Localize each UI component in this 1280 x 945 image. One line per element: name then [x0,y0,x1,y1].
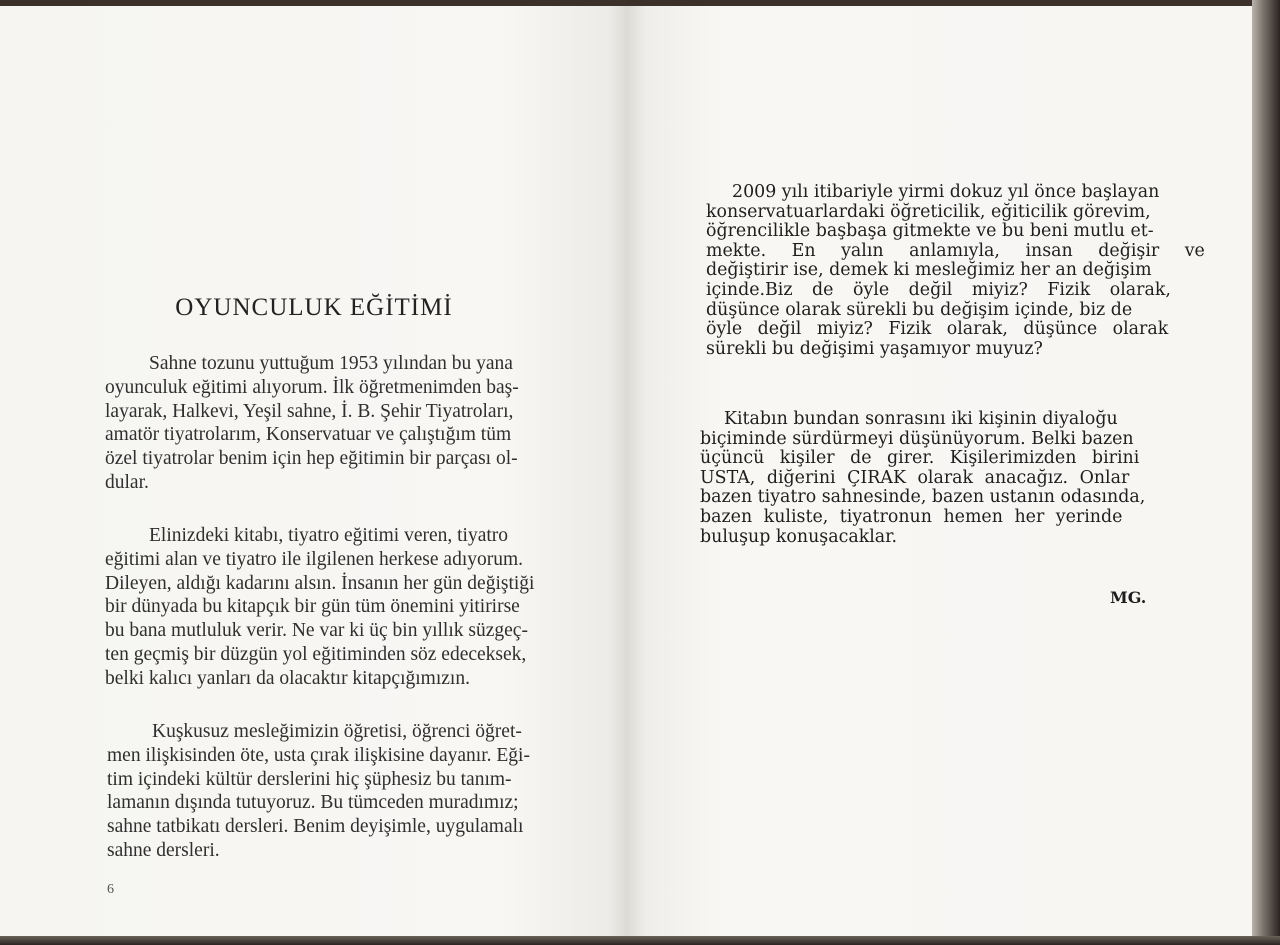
text-line: layarak, Halkevi, Yeşil sahne, İ. B. Şehir Tiyatroları, [105,400,514,422]
text-line: biçiminde sürdürmeyi düşünüyorum. Belki bazen [700,428,1134,449]
left-paragraph-2 [105,524,582,691]
text-line: ten geçmiş bir düzgün yol eğitiminden söz edeceksek, [105,643,527,665]
text-line: tim içindeki kültür derslerini hiç şüphesiz bu tanım- [107,768,512,790]
text-line: belki kalıcı yanları da olacaktır kitapçığımızın. [105,667,470,689]
book-edge-right [1252,0,1280,945]
text-line: içinde.Biz de öyle değil miyiz? Fizik olarak, [706,279,1171,300]
book-edge-bottom [0,936,1280,945]
text-line: konservatuarlardaki öğreticilik, eğiticilik görevim, [706,201,1151,222]
text-line: 2009 yılı itibariyle yirmi dokuz yıl önce başlayan [732,182,1160,202]
text-line: Kuşkusuz mesleğimizin öğretisi, öğrenci öğret- [152,721,522,742]
page-number: 6 [107,882,114,897]
text-line: değiştirir ise, demek ki mesleğimiz her an değişim [706,260,1152,281]
text-line: bu bana mutluluk verir. Ne var ki üç bin yıllık süzgeç- [105,620,528,642]
text-line: lamanın dışında tutuyoruz. Bu tümceden muradımız; [107,792,519,814]
text-line: USTA, diğerini ÇIRAK olarak anacağız. Onlar [700,467,1130,488]
text-line: Elinizdeki kitabı, tiyatro eğitimi veren, tiyatro [149,525,509,546]
right-page [628,6,1252,936]
text-line: bazen kuliste, tiyatronun hemen her yerinde [700,506,1123,527]
text-line: eğitimi alan ve tiyatro ile ilgilenen herkese adıyorum. [105,548,524,570]
right-paragraph-1 [706,182,1205,359]
text-line: sahne tatbikatı dersleri. Benim deyişimle, uygulamalı [107,816,524,838]
text-line: dular. [105,471,149,493]
text-line: düşünce olarak sürekli bu değişim içinde, biz de [706,299,1133,320]
text-line: öyle değil miyiz? Fizik olarak, düşünce olarak [706,319,1169,340]
text-line: özel tiyatrolar benim için hep eğitimin bir parçası ol- [105,448,518,470]
text-line: öğrencilikle başbaşa gitmekte ve bu beni mutlu et- [706,221,1154,242]
text-line: Sahne tozunu yuttuğum 1953 yılından bu yana [149,353,513,374]
text-line: bir dünyada bu kitapçık bir gün tüm önemini yitirirse [105,596,520,618]
text-line: sahne dersleri. [107,839,220,861]
right-paragraph-2 [700,410,1164,547]
text-line: amatör tiyatrolarım, Konservatuar ve çalıştığım tüm [105,424,512,446]
signature: MG. [1110,588,1147,607]
text-line: bazen tiyatro sahnesinde, bazen ustanın odasında, [700,487,1146,508]
text-line: sürekli bu değişimi yaşamıyor muyuz? [706,338,1043,359]
left-paragraph-3 [107,720,584,863]
text-line: men ilişkisinden öte, usta çırak ilişkisine dayanır. Eği- [107,744,530,766]
text-line: üçüncü kişiler de girer. Kişilerimizden birini [700,448,1140,469]
text-line: Dileyen, aldığı kadarını alsın. İnsanın her gün değiştiği [105,572,535,594]
chapter-title: OYUNCULUK EĞİTİMİ [175,294,453,321]
left-paragraph-1 [105,352,582,495]
text-line: mekte. En yalın anlamıyla, insan değişir ve [706,240,1205,261]
text-line: buluşup konuşacaklar. [700,526,898,547]
text-line: oyunculuk eğitimi alıyorum. İlk öğretmenimden baş- [105,376,519,398]
text-line: Kitabın bundan sonrasını iki kişinin diyaloğu [724,409,1118,429]
left-page [0,6,628,936]
